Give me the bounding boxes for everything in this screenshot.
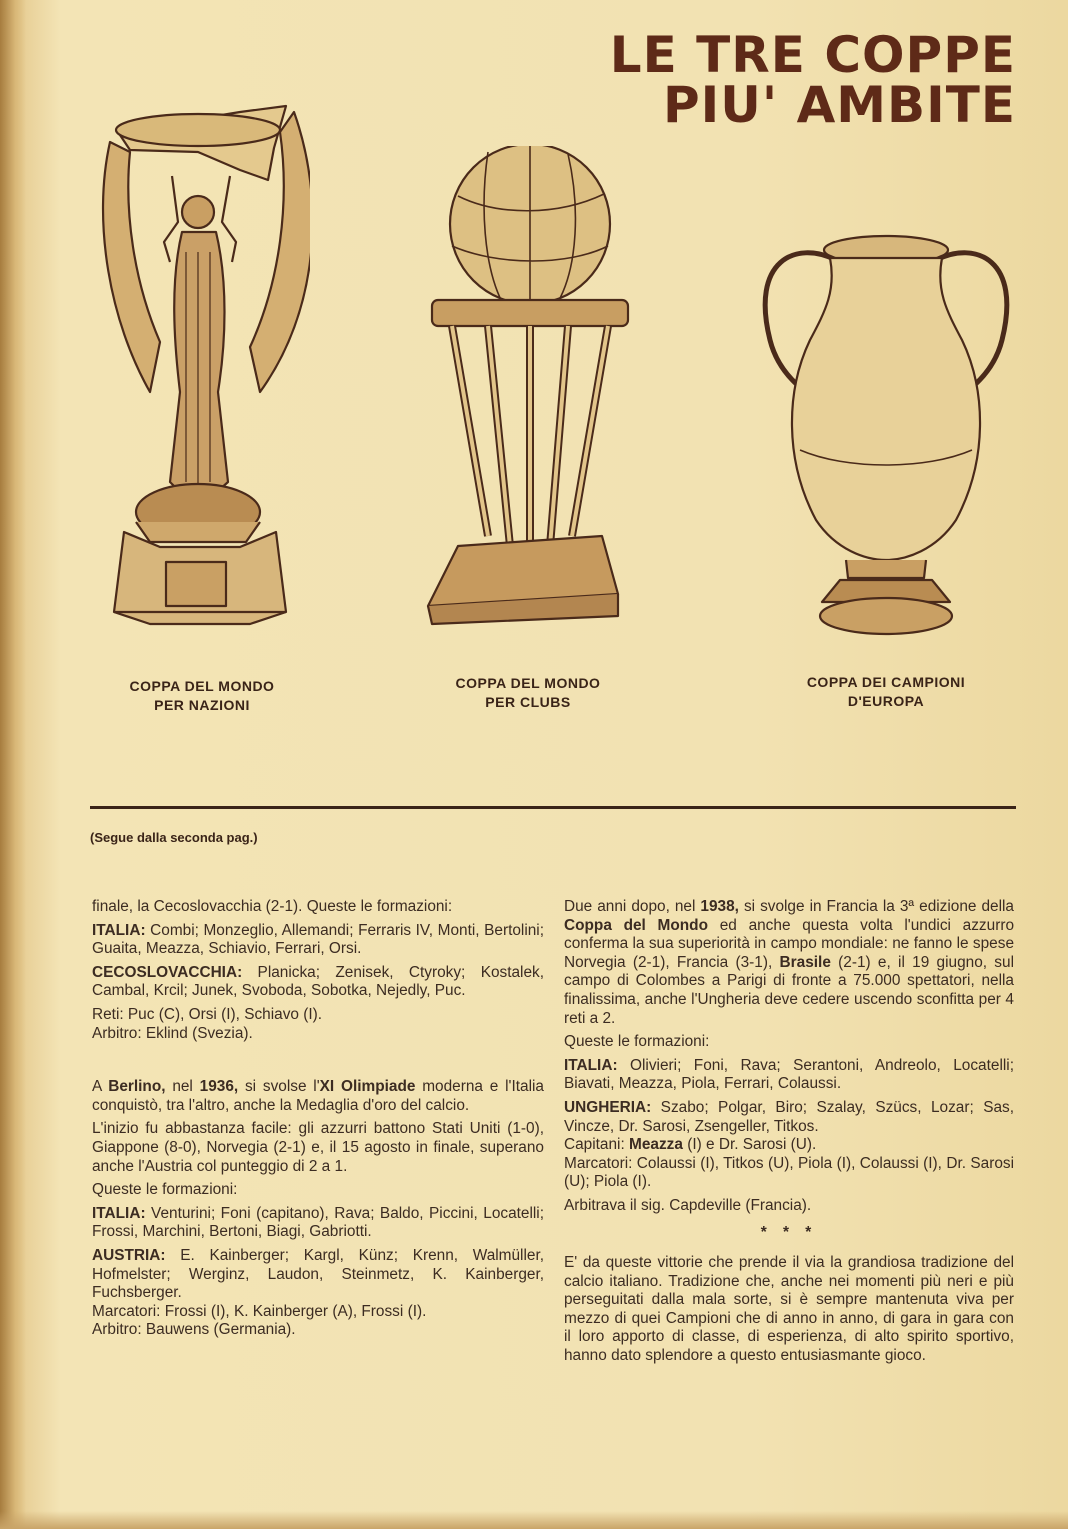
referee-line: Arbitro: Eklind (Svezia). — [92, 1024, 253, 1042]
article-right-column — [564, 898, 1014, 1371]
european-cup-trophy-illustration — [756, 230, 1016, 642]
paragraph-berlino: A Berlino, nel 1936, si svolse l'XI Olimpiade moderna e l'Italia conquistò, tra l'altro, anche la Medaglia d'oro del calcio. — [92, 1078, 544, 1114]
world-cup-nations-trophy-illustration — [90, 92, 310, 632]
paragraph-1938: Due anni dopo, nel 1938, si svolge in Francia la 3ª edizione della Coppa del Mondo ed anche questa volta l'undici azzurro conferma la sua superiorità in campo mondiale: ne fanno le spese Norvegia (2-1), Francia (3-1), Brasile (2-1) e, il 19 giugno, sul campo di Colombes a Parigi di fronte a 75.000 spettatori, nella finalissima, anche l'Ungheria deve cedere uscendo sconfitta per 4 reti a 2. — [564, 898, 1015, 1027]
section-stars: * * * — [760, 1223, 818, 1241]
paragraph: Queste le formazioni: — [92, 1181, 238, 1199]
caption-european-cup: COPPA DEI CAMPIONI D'EUROPA — [806, 674, 966, 709]
paragraph: Queste le formazioni: — [564, 1033, 710, 1051]
goals-line: Reti: Puc (C), Orsi (I), Schiavo (I). — [92, 1005, 323, 1023]
title-line-1: LE TRE COPPE — [609, 26, 1016, 84]
lineup-italia-1936: ITALIA: Venturini; Foni (capitano), Rava; Baldo, Piccini, Locatelli; Frossi, Marchini, Bertoni, Biagi, Gabriotti. — [92, 1204, 544, 1241]
section-divider — [90, 806, 1016, 809]
closing-paragraph: E' da queste vittorie che prende il via la grandiosa tradizione del calcio italiano. Tradizione che, anche nei momenti più neri e più perseguitati dalla mala sorte, si è sempre mantenuta viva per mezzo di quei Campioni che di anno in anno, di gara in gara con il loro apporto di classe, di esperienza, di alto spirito sportivo, hanno dato splendore a questo entusiasmante gioco. — [564, 1254, 1014, 1365]
scorers-line: Marcatori: Frossi (I), K. Kainberger (A), Frossi (I). — [92, 1302, 427, 1320]
page-bottom-edge — [0, 1511, 1068, 1529]
paragraph: L'inizio fu abbastanza facile: gli azzurri battono Stati Uniti (1-0), Giappone (8-0), Norvegia (2-1) e, il 15 agosto in finale, superano anche l'Austria col punteggio di 2 a 1. — [92, 1120, 544, 1175]
referee-line: Arbitro: Bauwens (Germania). — [92, 1321, 296, 1339]
lineup-italia-1934: ITALIA: Combi; Monzeglio, Allemandi; Ferraris IV, Monti, Bertolini; Guaita, Meazza, Schiavio, Ferrari, Orsi. — [92, 921, 544, 958]
lineup-austria: AUSTRIA: E. Kainberger; Kargl, Künz; Krenn, Walmüller, Hofmelster; Werginz, Laudon, Steinmetz, K. Kainberger, Fuchsberger. — [92, 1246, 544, 1302]
captains-line: Capitani: Meazza (I) e Dr. Sarosi (U). — [564, 1136, 817, 1154]
caption-world-cup-nations: COPPA DEL MONDO PER NAZIONI — [129, 678, 275, 713]
referee-line: Arbitrava il sig. Capdeville (Francia). — [564, 1196, 812, 1214]
page-spine — [0, 0, 26, 1529]
world-cup-clubs-trophy-illustration — [418, 146, 642, 632]
article-left-column — [92, 898, 544, 1345]
scorers-line: Marcatori: Colaussi (I), Titkos (U), Piola (I), Colaussi (I), Dr. Sarosi (U); Piola (I). — [564, 1154, 1014, 1191]
caption-world-cup-clubs: COPPA DEL MONDO PER CLUBS — [455, 675, 601, 710]
continued-note: (Segue dalla seconda pag.) — [90, 830, 258, 845]
lineup-ungheria: UNGHERIA: Szabo; Polgar, Biro; Szalay, Szücs, Lozar; Sas, Vincze, Dr. Sarosi, Zsengeller, Titkos. — [564, 1098, 1014, 1135]
lineup-italia-1938: ITALIA: Olivieri; Foni, Rava; Serantoni, Andreolo, Locatelli; Biavati, Meazza, Piola, Ferrari, Colaussi. — [564, 1056, 1014, 1093]
title-line-2: PIU' AMBITE — [663, 76, 1016, 134]
page-title — [609, 26, 1016, 134]
paragraph: finale, la Cecoslovacchia (2-1). Queste le formazioni: — [92, 898, 453, 915]
lineup-cecoslovacchia: CECOSLOVACCHIA: Planicka; Zenisek, Ctyroky; Kostalek, Cambal, Krcil; Junek, Svoboda, Sobotka, Nejedly, Puc. — [92, 963, 544, 1000]
